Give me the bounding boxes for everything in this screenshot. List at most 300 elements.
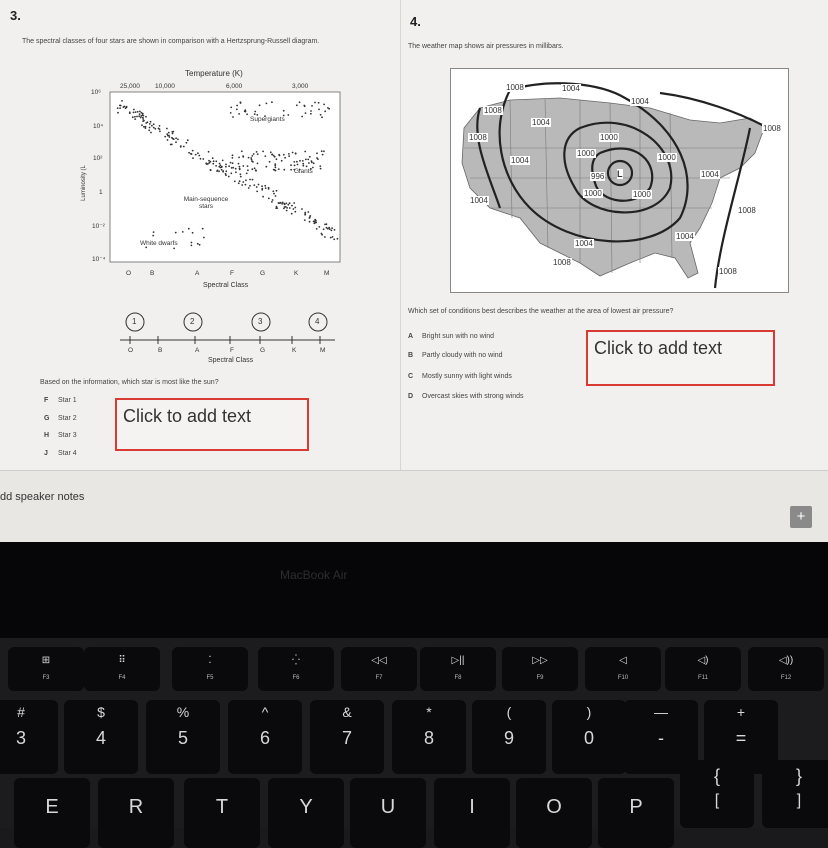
isobar-label: 1004 [470, 196, 488, 205]
hr-diagram [80, 66, 350, 296]
hr-star-dot [251, 159, 253, 161]
hr-star-dot [296, 104, 298, 106]
hr-star-dot [289, 207, 291, 209]
hr-star-dot [175, 137, 177, 139]
hr-star-dot [275, 195, 277, 197]
hr-star-dot [135, 111, 137, 113]
hr-star-dot [278, 202, 280, 204]
hr-star-dot [270, 151, 272, 153]
function-key-f12[interactable] [748, 647, 824, 691]
function-key-icon: ⁛ [292, 655, 300, 666]
hr-star-dot [288, 153, 290, 155]
hr-label-supergiants: Supergiants [250, 116, 285, 123]
hr-star-dot [290, 169, 292, 171]
isobar-label: 1004 [575, 239, 593, 248]
hr-star-dot [225, 164, 227, 166]
key-shift-symbol: $ [97, 704, 105, 720]
hr-star-dot [145, 116, 147, 118]
star-number-line [110, 306, 340, 356]
hr-star-dot [315, 222, 317, 224]
hr-star-dot [217, 170, 219, 172]
hr-star-dot [258, 184, 260, 186]
hr-star-dot [256, 151, 258, 153]
hr-label-white-dwarfs: White dwarfs [140, 240, 178, 247]
function-key-label: F11 [698, 675, 708, 681]
hr-star-dot [239, 166, 241, 168]
hr-star-dot [323, 150, 325, 152]
hr-star-dot [333, 238, 335, 240]
hr-star-dot [139, 113, 141, 115]
hr-star-dot [230, 172, 232, 174]
hr-star-dot [251, 168, 253, 170]
hr-star-dot [149, 127, 151, 129]
isobar-label: 1008 [738, 206, 756, 215]
hr-star-dot [242, 181, 244, 183]
hr-temp-title: Temperature (K) [185, 69, 243, 78]
hr-star-dot [133, 109, 135, 111]
q3-option-F[interactable]: F Star 1 [44, 397, 77, 404]
hr-star-dot [238, 182, 240, 184]
hr-star-dot [310, 113, 312, 115]
hr-star-dot [212, 157, 214, 159]
hr-star-dot [265, 166, 267, 168]
hr-star-dot [331, 230, 333, 232]
hr-star-dot [304, 214, 306, 216]
hr-star-dot [269, 161, 271, 163]
star-2-number: 2 [190, 317, 195, 326]
hr-star-dot [249, 179, 251, 181]
hr-star-dot [242, 165, 244, 167]
hr-star-dot [199, 244, 201, 246]
hr-star-dot [232, 162, 234, 164]
hr-star-dot [305, 112, 307, 114]
hr-star-dot [153, 127, 155, 129]
hr-star-dot [324, 236, 326, 238]
hr-ytick-2: 10² [93, 155, 103, 162]
hr-y-label: Luminosity (L [80, 165, 87, 201]
keyboard [0, 638, 828, 828]
line-class-K: K [292, 347, 297, 354]
hr-star-dot [314, 102, 316, 104]
hr-star-dot [245, 111, 247, 113]
q3-option-J[interactable]: J Star 4 [44, 450, 77, 457]
hr-star-dot [313, 223, 315, 225]
key-shift-symbol: — [654, 704, 668, 720]
hr-star-dot [145, 122, 147, 124]
hr-star-dot [132, 116, 134, 118]
hr-ytick-1: 10⁴ [93, 123, 104, 130]
hr-temp-6000: 6,000 [226, 83, 243, 90]
hr-star-dot [134, 118, 136, 120]
hr-star-dot [328, 227, 330, 229]
key-symbol: 8 [423, 728, 434, 748]
hr-star-dot [275, 170, 277, 172]
star-4-number: 4 [315, 317, 320, 326]
function-key-label: F7 [375, 675, 383, 681]
hr-star-dot [301, 208, 303, 210]
hr-star-dot [117, 112, 119, 114]
isobar-label: 1000 [584, 189, 602, 198]
hr-star-dot [293, 208, 295, 210]
hr-star-dot [125, 107, 127, 109]
hr-star-dot [120, 105, 122, 107]
hr-star-dot [210, 169, 212, 171]
hr-star-dot [149, 123, 151, 125]
hr-x-title: Spectral Class [203, 282, 249, 289]
hr-plot-area [110, 92, 340, 262]
hr-star-dot [274, 163, 276, 165]
hr-star-dot [232, 116, 234, 118]
hr-star-dot [321, 233, 323, 235]
hr-star-dot [145, 126, 147, 128]
function-key-icon: ⠿ [118, 655, 126, 666]
hr-star-dot [257, 163, 259, 165]
hr-label-main-sequence: Main-sequence stars [183, 196, 229, 210]
line-class-G: G [260, 347, 266, 354]
hr-star-dot [318, 226, 320, 228]
number-key-0[interactable] [552, 700, 626, 774]
function-key-label: F9 [536, 675, 544, 681]
hr-star-dot [320, 168, 322, 170]
hr-star-dot [225, 173, 227, 175]
hr-star-dot [253, 184, 255, 186]
key-shift-symbol: ( [506, 704, 512, 720]
function-key-icon: ▷|| [451, 655, 465, 666]
hr-star-dot [148, 129, 150, 131]
key-symbol: = [735, 728, 747, 748]
hr-star-dot [276, 158, 278, 160]
speaker-notes-panel[interactable] [0, 470, 828, 543]
hr-star-dot [282, 202, 284, 204]
hr-star-dot [230, 162, 232, 164]
key-symbol: 0 [583, 728, 594, 748]
q4-option-D[interactable]: D Overcast skies with strong winds [408, 393, 524, 400]
hr-star-dot [164, 136, 166, 138]
hr-temp-25000: 25,000 [120, 83, 140, 90]
function-key-label: F12 [780, 675, 792, 681]
hr-star-dot [280, 202, 282, 204]
hr-star-dot [150, 121, 152, 123]
hr-star-dot [215, 160, 217, 162]
number-key-9[interactable] [472, 700, 546, 774]
function-key-icon: ⁚ [208, 655, 212, 666]
letter-key-r[interactable]: R [98, 778, 174, 848]
hr-star-dot [232, 167, 234, 169]
hr-star-dot [316, 152, 318, 154]
function-key-f3[interactable] [8, 647, 84, 691]
q4-option-C[interactable]: C Mostly sunny with light winds [408, 373, 512, 380]
hr-star-dot [245, 179, 247, 181]
hr-star-dot [159, 130, 161, 132]
hr-star-dot [236, 109, 238, 111]
hr-star-dot [172, 133, 174, 135]
hr-star-dot [293, 202, 295, 204]
hr-star-dot [138, 115, 140, 117]
hr-star-dot [222, 171, 224, 173]
hr-star-dot [281, 160, 283, 162]
number-key-5[interactable] [146, 700, 220, 774]
low-pressure-label: L [617, 169, 623, 179]
function-key-f9[interactable] [502, 647, 578, 691]
letter-key-e[interactable]: E [14, 778, 90, 848]
hr-star-dot [150, 132, 152, 134]
hr-star-dot [256, 191, 258, 193]
key-symbol: 4 [95, 728, 106, 748]
laptop-bezel [0, 542, 828, 638]
function-key-f7[interactable] [341, 647, 417, 691]
hr-class-F: F [230, 270, 234, 277]
q4-option-A[interactable]: A Bright sun with no wind [408, 333, 494, 340]
bracket-key-1[interactable] [680, 760, 754, 828]
function-key-f4[interactable] [84, 647, 160, 691]
number-key-3[interactable] [0, 700, 58, 774]
key-shift-symbol: } [795, 766, 802, 786]
number-key-4[interactable] [64, 700, 138, 774]
function-key-f5[interactable] [172, 647, 248, 691]
hr-star-dot [291, 213, 293, 215]
hr-star-dot [271, 201, 273, 203]
hr-star-dot [159, 128, 161, 130]
hr-star-dot [140, 115, 142, 117]
hr-star-dot [251, 155, 253, 157]
function-key-f10[interactable] [585, 647, 661, 691]
hr-star-dot [167, 139, 169, 141]
add-button[interactable]: + [790, 506, 812, 528]
hr-star-dot [265, 187, 267, 189]
key-shift-symbol: { [713, 766, 720, 786]
hr-ytick-0: 10⁶ [91, 89, 101, 96]
hr-star-dot [175, 141, 177, 143]
hr-star-dot [117, 107, 119, 109]
hr-star-dot [190, 153, 192, 155]
isobar-label: 1008 [553, 258, 571, 267]
hr-star-dot [284, 157, 286, 159]
hr-star-dot [304, 219, 306, 221]
hr-star-dot [208, 151, 210, 153]
q4-prompt: The weather map shows air pressures in millibars. [408, 43, 564, 50]
hr-star-dot [137, 111, 139, 113]
hr-star-dot [200, 158, 202, 160]
hr-class-A: A [195, 270, 200, 277]
function-key-f8[interactable] [420, 647, 496, 691]
hr-star-dot [215, 165, 217, 167]
hr-star-dot [273, 193, 275, 195]
hr-star-dot [275, 167, 277, 169]
hr-star-dot [290, 164, 292, 166]
hr-star-dot [322, 154, 324, 156]
key-shift-symbol: % [176, 704, 190, 720]
line-x-title: Spectral Class [208, 357, 254, 364]
hr-star-dot [278, 168, 280, 170]
hr-star-dot [129, 112, 131, 114]
hr-star-dot [235, 168, 237, 170]
line-class-M: M [320, 347, 326, 354]
key-symbol: 7 [341, 728, 352, 748]
isobar-label: 1004 [631, 97, 649, 106]
isobar-label: 996 [591, 172, 605, 181]
function-key-icon: ◁◁ [371, 655, 387, 666]
key-symbol: - [658, 728, 664, 748]
letter-key-y[interactable]: Y [268, 778, 344, 848]
hr-star-dot [153, 123, 155, 125]
speaker-notes-placeholder[interactable]: dd speaker notes [0, 491, 85, 503]
hr-star-dot [232, 154, 234, 156]
hr-star-dot [293, 161, 295, 163]
hr-star-dot [286, 207, 288, 209]
hr-star-dot [195, 154, 197, 156]
hr-star-dot [188, 228, 190, 230]
hr-star-dot [230, 107, 232, 109]
hr-star-dot [169, 136, 171, 138]
function-key-label: F6 [292, 675, 300, 681]
hr-star-dot [133, 112, 135, 114]
hr-star-dot [313, 162, 315, 164]
function-key-label: F4 [118, 675, 126, 681]
weather-map [450, 68, 790, 294]
hr-star-dot [248, 157, 250, 159]
hr-star-dot [166, 133, 168, 135]
hr-star-dot [305, 159, 307, 161]
letter-key-u[interactable]: U [350, 778, 426, 848]
hr-star-dot [316, 157, 318, 159]
q3-option-H[interactable]: H Star 3 [44, 432, 77, 439]
hr-star-dot [283, 169, 285, 171]
function-key-icon: ◁ [619, 655, 627, 666]
hr-star-dot [121, 100, 123, 102]
letter-key-t[interactable]: T [184, 778, 260, 848]
hr-star-dot [239, 169, 241, 171]
isobar-label: 1004 [676, 232, 694, 241]
letter-key-i[interactable]: I [434, 778, 510, 848]
letter-key-o[interactable]: O [516, 778, 592, 848]
function-key-f11[interactable] [665, 647, 741, 691]
q3-answer-textbox[interactable]: Click to add text [115, 398, 309, 451]
hr-star-dot [173, 138, 175, 140]
hr-star-dot [221, 169, 223, 171]
hr-star-dot [203, 237, 205, 239]
hr-star-dot [314, 220, 316, 222]
hr-star-dot [172, 131, 174, 133]
q4-option-B[interactable]: B Partly cloudy with no wind [408, 352, 503, 359]
hr-star-dot [323, 228, 325, 230]
q3-option-G[interactable]: G Star 2 [44, 415, 77, 422]
hr-star-dot [197, 243, 199, 245]
key-shift-symbol: * [426, 704, 432, 720]
hr-star-dot [246, 173, 248, 175]
hr-star-dot [154, 128, 156, 130]
hr-star-dot [241, 150, 243, 152]
hr-star-dot [311, 160, 313, 162]
bracket-key-2[interactable] [762, 760, 828, 828]
hr-star-dot [142, 117, 144, 119]
hr-star-dot [289, 202, 291, 204]
hr-star-dot [187, 139, 189, 141]
hr-star-dot [248, 187, 250, 189]
q3-question: Based on the information, which star is most like the sun? [40, 379, 219, 386]
hr-star-dot [198, 155, 200, 157]
hr-star-dot [236, 105, 238, 107]
hr-star-dot [294, 207, 296, 209]
hr-star-dot [228, 176, 230, 178]
hr-star-dot [225, 170, 227, 172]
hr-ytick-3: 1 [99, 189, 103, 196]
star-1-number: 1 [132, 317, 137, 326]
hr-star-dot [136, 116, 138, 118]
letter-key-p[interactable]: P [598, 778, 674, 848]
hr-star-dot [153, 231, 155, 233]
hr-class-M: M [324, 270, 330, 277]
number-key-6[interactable] [228, 700, 302, 774]
q4-number: 4. [410, 14, 421, 29]
line-class-B: B [158, 347, 163, 354]
hr-star-dot [276, 206, 278, 208]
hr-star-dot [219, 163, 221, 165]
hr-star-dot [254, 111, 256, 113]
key-shift-symbol: # [17, 704, 25, 720]
hr-star-dot [119, 107, 121, 109]
hr-star-dot [268, 188, 270, 190]
hr-star-dot [324, 224, 326, 226]
hr-star-dot [303, 105, 305, 107]
hr-star-dot [287, 114, 289, 116]
hr-star-dot [264, 155, 266, 157]
isobar-label: 1008 [763, 124, 781, 133]
hr-star-dot [173, 248, 175, 250]
number-key-8[interactable] [392, 700, 466, 774]
hr-star-dot [231, 167, 233, 169]
function-key-f6[interactable] [258, 647, 334, 691]
hr-star-dot [283, 110, 285, 112]
q4-answer-textbox[interactable]: Click to add text [586, 330, 775, 386]
hr-star-dot [309, 221, 311, 223]
hr-star-dot [273, 155, 275, 157]
hr-star-dot [143, 120, 145, 122]
hr-star-dot [143, 115, 145, 117]
hr-star-dot [262, 196, 264, 198]
hr-star-dot [159, 125, 161, 127]
hr-star-dot [192, 157, 194, 159]
hr-star-dot [288, 155, 290, 157]
hr-star-dot [318, 102, 320, 104]
isobar-label: 1008 [719, 267, 737, 276]
hr-star-dot [330, 237, 332, 239]
number-key-7[interactable] [310, 700, 384, 774]
bezel-label: MacBook Air [280, 568, 348, 582]
hr-star-dot [324, 110, 326, 112]
function-key-label: F10 [617, 675, 629, 681]
isobar-label: 1000 [577, 149, 595, 158]
hr-star-dot [332, 236, 334, 238]
hr-star-dot [320, 114, 322, 116]
function-key-label: F3 [42, 675, 50, 681]
hr-star-dot [299, 101, 301, 103]
hr-star-dot [252, 179, 254, 181]
hr-star-dot [296, 161, 298, 163]
hr-star-dot [272, 190, 274, 192]
hr-star-dot [218, 170, 220, 172]
hr-star-dot [319, 165, 321, 167]
hr-star-dot [271, 101, 273, 103]
function-key-icon: ▷▷ [532, 655, 548, 666]
hr-star-dot [213, 160, 215, 162]
hr-star-dot [245, 184, 247, 186]
hr-star-dot [321, 150, 323, 152]
hr-star-dot [180, 146, 182, 148]
hr-star-dot [219, 164, 221, 166]
hr-class-K: K [294, 270, 299, 277]
hr-star-dot [254, 167, 256, 169]
hr-star-dot [254, 113, 256, 115]
